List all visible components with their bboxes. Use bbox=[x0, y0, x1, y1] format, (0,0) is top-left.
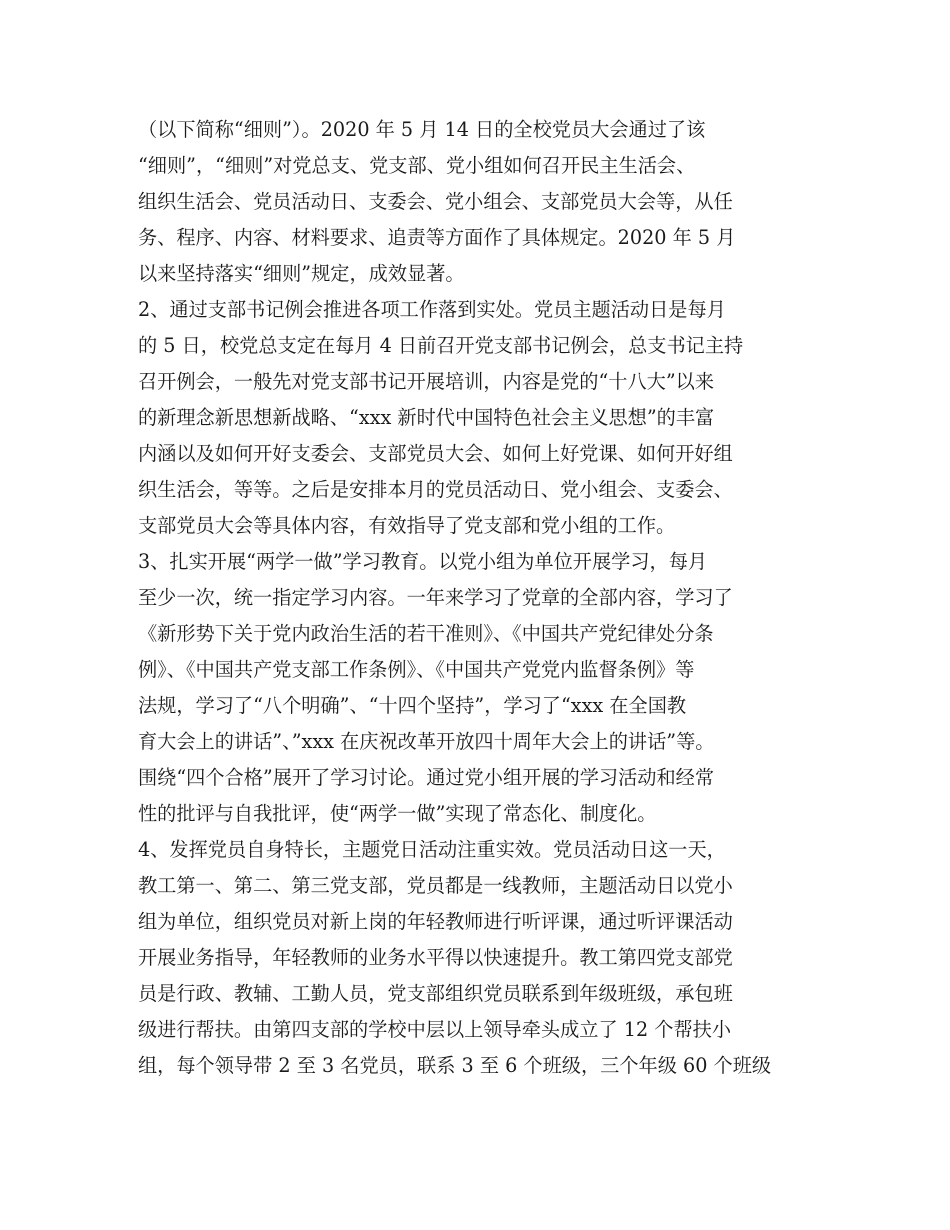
text-line-16: 例》、《中国共产党支部工作条例》、《中国共产党党内监督条例》等 bbox=[138, 658, 695, 681]
text-line-8: 召开例会，一般先对党支部书记开展培训，内容是党的“十八大”以来 bbox=[138, 370, 715, 393]
text-line-27: 组，每个领导带 2 至 3 名党员，联系 3 至 6 个班级，三个年级 60 个班级 bbox=[138, 1054, 772, 1077]
text-line-25: 员是行政、教辅、工勤人员，党支部组织党员联系到年级班级，承包班 bbox=[138, 982, 733, 1005]
text-line-22: 教工第一、第二、第三党支部，党员都是一线教师，主题活动日以党小 bbox=[138, 874, 733, 897]
text-line-12: 支部党员大会等具体内容，有效指导了党支部和党小组的工作。 bbox=[138, 514, 676, 537]
document-body bbox=[138, 112, 828, 1084]
text-line-5: 以来坚持落实“细则”规定，成效显著。 bbox=[138, 262, 465, 285]
text-line-24: 开展业务指导，年轻教师的业务水平得以快速提升。教工第四党支部党 bbox=[138, 946, 733, 969]
text-line-19: 围绕“四个合格”展开了学习讨论。通过党小组开展的学习活动和经常 bbox=[138, 766, 715, 789]
text-line-15: 《新形势下关于党内政治生活的若干准则》、《中国共产党纪律处分条 bbox=[138, 622, 714, 645]
text-line-9: 的新理念新思想新战略、“xxx 新时代中国特色社会主义思想”的丰富 bbox=[138, 406, 715, 429]
text-line-10: 内涵以及如何开好支委会、支部党员大会、如何上好党课、如何开好组 bbox=[138, 442, 733, 465]
text-line-11: 织生活会，等等。之后是安排本月的党员活动日、党小组会、支委会、 bbox=[138, 478, 733, 501]
text-line-4: 务、程序、内容、材料要求、追责等方面作了具体规定。2020 年 5 月 bbox=[138, 226, 736, 249]
text-line-13: 3、扎实开展“两学一做”学习教育。以党小组为单位开展学习，每月 bbox=[138, 550, 708, 573]
text-line-23: 组为单位，组织党员对新上岗的年轻教师进行听评课，通过听评课活动 bbox=[138, 910, 733, 933]
text-line-20: 性的批评与自我批评，使“两学一做”实现了常态化、制度化。 bbox=[138, 802, 657, 825]
text-line-14: 至少一次，统一指定学习内容。一年来学习了党章的全部内容，学习了 bbox=[138, 586, 733, 609]
text-line-18: 育大会上的讲话”、”xxx 在庆祝改革开放四十周年大会上的讲话”等。 bbox=[138, 730, 715, 753]
text-line-6: 2、通过支部书记例会推进各项工作落到实处。党员主题活动日是每月 bbox=[138, 298, 726, 321]
text-line-2: “细则”，“细则”对党总支、党支部、党小组如何召开民主生活会、 bbox=[138, 154, 696, 177]
text-line-1: （以下简称“细则”）。2020 年 5 月 14 日的全校党员大会通过了该 bbox=[138, 118, 706, 141]
text-line-3: 组织生活会、党员活动日、支委会、党小组会、支部党员大会等，从任 bbox=[138, 190, 733, 213]
text-line-26: 级进行帮扶。由第四支部的学校中层以上领导牵头成立了 12 个帮扶小 bbox=[138, 1018, 732, 1041]
text-line-7: 的 5 日，校党总支定在每月 4 日前召开党支部书记例会，总支书记主持 bbox=[138, 334, 744, 357]
text-line-17: 法规，学习了“八个明确”、“十四个坚持”，学习了“xxx 在全国教 bbox=[138, 694, 687, 717]
text-line-21: 4、发挥党员自身特长，主题党日活动注重实效。党员活动日这一天， bbox=[138, 838, 726, 861]
